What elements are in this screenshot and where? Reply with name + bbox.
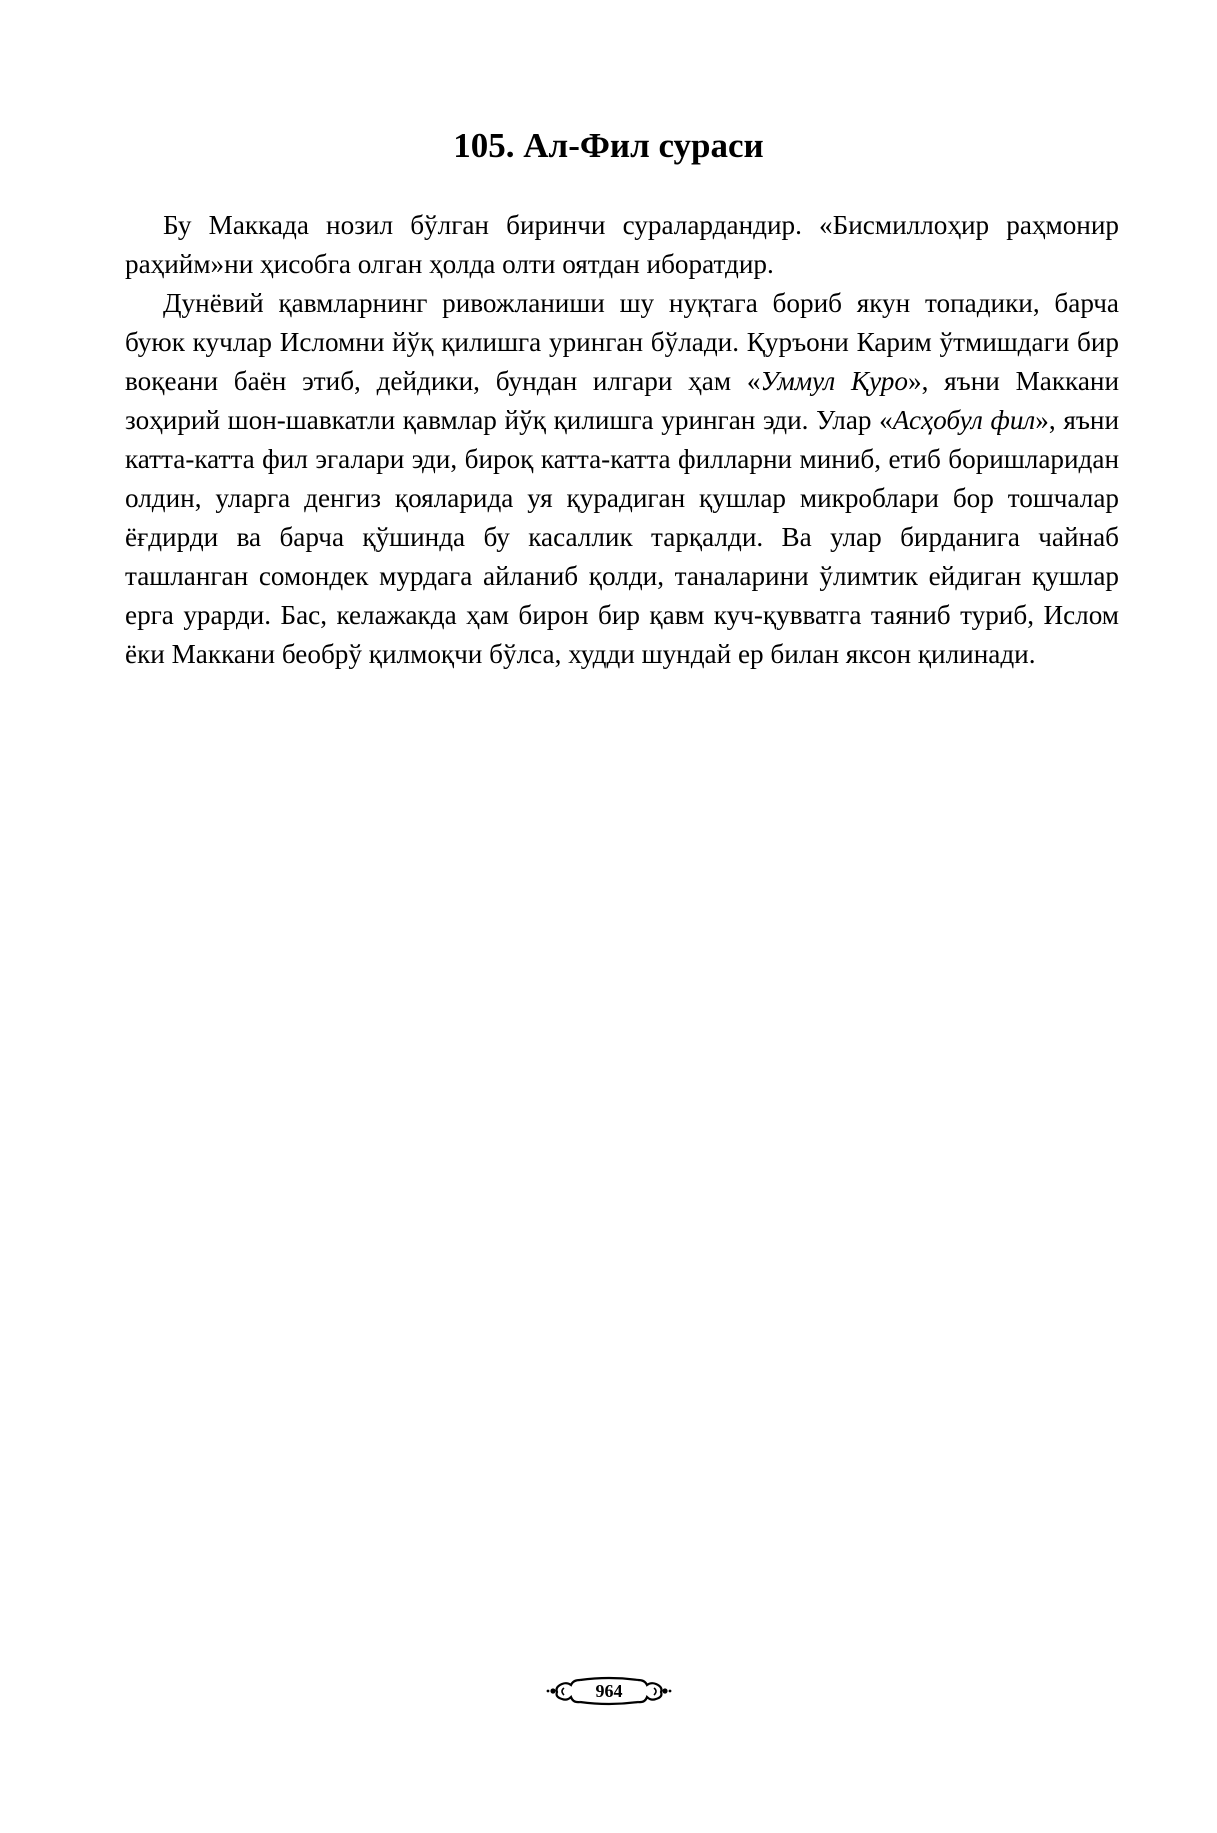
page-number-ornament: [544, 1673, 674, 1709]
paragraph-text: », яъни катта-катта фил эгалари эди, бироқ катта-катта филларни миниб, етиб боришларидан олдин, уларга денгиз қояларида уя қурадиган қушлар микроблари бор тошчалар ёғдирди ва барча қўшинда бу касаллик тарқалди. Ва улар бирданига чайнаб ташланган сомондек мурдага айланиб қолди, таналарини ўлимтик ейдиган қушлар ерга урарди. Бас, келажакда ҳам бирон бир қавм куч-қувватга таяниб туриб, Ислом ёки Маккани беобрў қилмоқчи бўлса, худди шундай ер билан яксон қилинади.: [125, 405, 1120, 669]
paragraph-text: Дунёвий қавмларнинг ривожланиши шу нуқтага бориб якун топадики, барча буюк кучлар Исломни йўқ қилишга уринган бўлади. Қуръони Карим ўтмишдаги бир воқеани баён этиб, дейдики, бундан илгари ҳам «: [125, 288, 1119, 396]
body-text: [125, 206, 1119, 674]
paragraph-text: », яъни Маккани зоҳирий шон-шавкатли қавмлар йўқ қилишга уринган эди. Улар «: [125, 366, 1120, 435]
page-number: 964: [595, 1681, 623, 1701]
page-title: 105. Ал-Фил сураси: [453, 126, 764, 165]
paragraph-main: [125, 284, 1119, 674]
italic-term: Уммул Қуро: [760, 366, 908, 396]
paragraph-intro: Бу Маккада нозил бўлган биринчи суралардандир. «Бисмиллоҳир раҳмонир раҳийм»ни ҳисобга олган ҳолда олти оятдан иборатдир.: [125, 210, 1119, 279]
italic-term: Асҳобул фил: [892, 405, 1036, 435]
